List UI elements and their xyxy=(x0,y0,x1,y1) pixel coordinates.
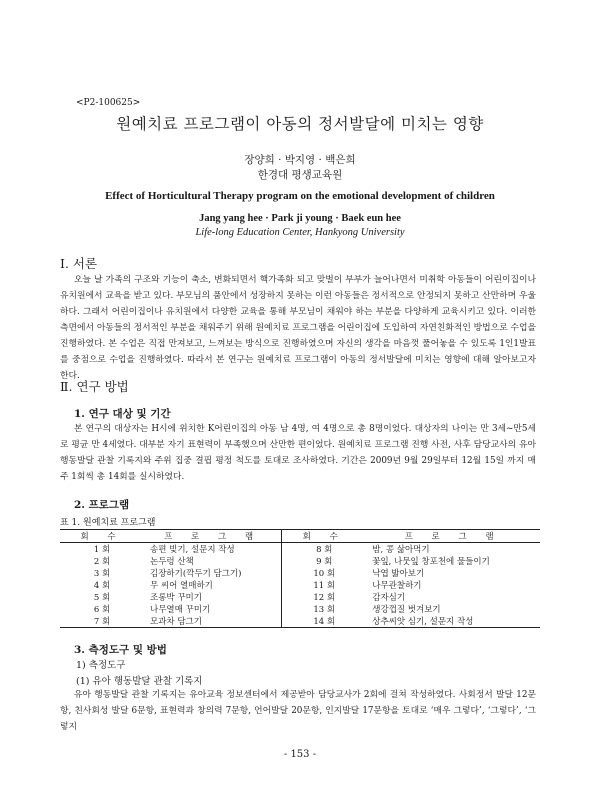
affiliation-english: Life-long Education Center, Hankyong University xyxy=(195,227,405,238)
session-cell: 7 회 xyxy=(93,617,111,627)
measurement-paragraph xyxy=(60,687,536,735)
table-row xyxy=(60,579,540,591)
table-caption: 표 1. 원예치료 프로그램 xyxy=(60,518,156,528)
table-row xyxy=(60,615,540,628)
program-cell: 논두렁 산책 xyxy=(144,555,282,567)
program-table xyxy=(60,529,540,628)
session-cell: 12 회 xyxy=(313,593,336,603)
program-cell: 꽃잎, 나뭇잎 창포천에 물들이기 xyxy=(372,557,490,567)
table-header-row xyxy=(60,530,540,543)
introduction-paragraph xyxy=(60,272,536,384)
program-cell: 감자심기 xyxy=(372,593,406,603)
measurement-tools-heading: 1) 측정도구 xyxy=(76,660,126,671)
section-heading-introduction: Ⅰ. 서론 xyxy=(60,256,98,271)
paper-code: <P2-100625> xyxy=(76,98,141,108)
session-cell: 6 회 xyxy=(93,605,111,615)
behavior-record-heading: (1) 유아 행동발달 관찰 기록지 xyxy=(76,676,203,687)
program-cell: 상추씨앗 심기, 설문지 작성 xyxy=(372,617,474,627)
program-cell: 무 씨어 열매하기 xyxy=(144,579,282,591)
session-cell: 5 회 xyxy=(93,593,111,603)
program-cell: 밤, 콩 삶아먹기 xyxy=(372,545,430,555)
program-cell: 나무열매 꾸미기 xyxy=(144,603,282,615)
table-row xyxy=(60,567,540,579)
table-row xyxy=(60,603,540,615)
introduction-text: 오늘 날 가족의 구조와 기능이 축소, 변화되면서 핵가족화 되고 맞벌이 부부가 늘어나면서 미취학 아동들이 어린이집이나 유치원에서 교육을 받고 있다. 부모님의 품안에서 성장하지 못하는 이런 아동들은 정서적으로 안정되지 못하고 산만하며 우울하다. 그래서 어린이집이나 유치원에서 다양한 교육을 통해 부모님이 채워야 하는 부분을 다양하게 교육시키고 있다. 이러한 측면에서 아동들의 정서적인 부분을 채워주기 위해 원예치료 프로그램을 어린이집에 도입하여 자연친화적인 방법으로 수업을 진행하였다. 본 수업은 직접 만져보고, 느껴보는 방식으로 진행하였으며 자신의 생각을 마음껏 풀어놓을 수 있도록 1인1발표를 중점으로 수업을 진행하였다. 따라서 본 연구는 원예치료 프로그램이 아동의 정서발달에 미치는 영향에 대해 알아보고자 한다. xyxy=(60,275,536,381)
page-number: - 153 - xyxy=(283,749,317,760)
session-cell: 3 회 xyxy=(93,569,111,579)
authors-korean: 장양희 · 박지영 · 백은희 xyxy=(244,154,356,166)
program-cell: 생강껍질 벗겨보기 xyxy=(372,605,441,615)
session-cell: 2 회 xyxy=(93,557,111,567)
subjects-paragraph xyxy=(60,421,536,485)
subsection-heading-program: 2. 프로그램 xyxy=(74,499,130,511)
program-cell: 김장하기(깍두기 담그기) xyxy=(144,567,282,579)
program-cell: 나무관찰하기 xyxy=(372,581,422,591)
subsection-heading-subjects: 1. 연구 대상 및 기간 xyxy=(74,408,171,420)
section-heading-methods: Ⅱ. 연구 방법 xyxy=(60,379,129,394)
column-header-program: 프 로 그 램 xyxy=(366,530,540,543)
table-row xyxy=(60,591,540,603)
column-header-program: 프 로 그 램 xyxy=(144,530,282,543)
program-cell: 낙엽 밟아보기 xyxy=(372,569,425,579)
program-cell: 송편 빚기, 설문지 작성 xyxy=(144,543,282,556)
table-row xyxy=(60,555,540,567)
session-cell: 1 회 xyxy=(93,545,111,555)
session-cell: 11 회 xyxy=(313,581,336,591)
authors-english: Jang yang hee · Park ji young · Baek eun hee xyxy=(199,213,401,224)
session-cell: 8 회 xyxy=(316,545,333,555)
column-header-session: 회 수 xyxy=(282,530,367,543)
paper-title-english: Effect of Horticultural Therapy program on the emotional development of children xyxy=(105,190,495,202)
subsection-heading-measurement: 3. 측정도구 및 방법 xyxy=(74,644,167,656)
program-cell: 조롱박 꾸미기 xyxy=(144,591,282,603)
measurement-text: 유아 행동발달 관찰 기록지는 유아교육 정보센터에서 제공받아 담당교사가 2회에 걸쳐 작성하였다. 사회정서 발달 12문항, 친사회성 발달 6문항, 표현력과 창의력 7문항, 언어발달 20문항, 인지발달 17문항을 토대로 ‘매우 그렇다’, ‘그렇다’, ‘그렇지 xyxy=(60,690,536,732)
table-row xyxy=(60,543,540,556)
paper-title-korean: 원예치료 프로그램이 아동의 정서발달에 미치는 영향 xyxy=(116,115,484,133)
affiliation-korean: 한경대 평생교육원 xyxy=(257,169,343,181)
session-cell: 13 회 xyxy=(313,605,336,615)
session-cell: 14 회 xyxy=(313,617,336,627)
session-cell: 4 회 xyxy=(93,581,111,591)
session-cell: 10 회 xyxy=(313,569,336,579)
program-cell: 모과차 담그기 xyxy=(144,615,282,628)
column-header-session: 회 수 xyxy=(60,530,144,543)
session-cell: 9 회 xyxy=(316,557,333,567)
subjects-text: 본 연구의 대상자는 H시에 위치한 K어린이집의 아동 남 4명, 여 4명으로 총 8명이었다. 대상자의 나이는 만 3세~만5세로 평균 만 4세였다. 대부분 자기 표현력이 부족했으며 산만한 편이었다. 원예치료 프로그램 진행 사전, 사후 담당교사의 유아 행동발달 관찰 기록지와 주위 집중 결핍 평정 척도를 토대로 조사하였다. 기간은 2009년 9월 29일부터 12월 15일 까지 매주 1회씩 총 14회를 실시하였다. xyxy=(60,424,536,482)
